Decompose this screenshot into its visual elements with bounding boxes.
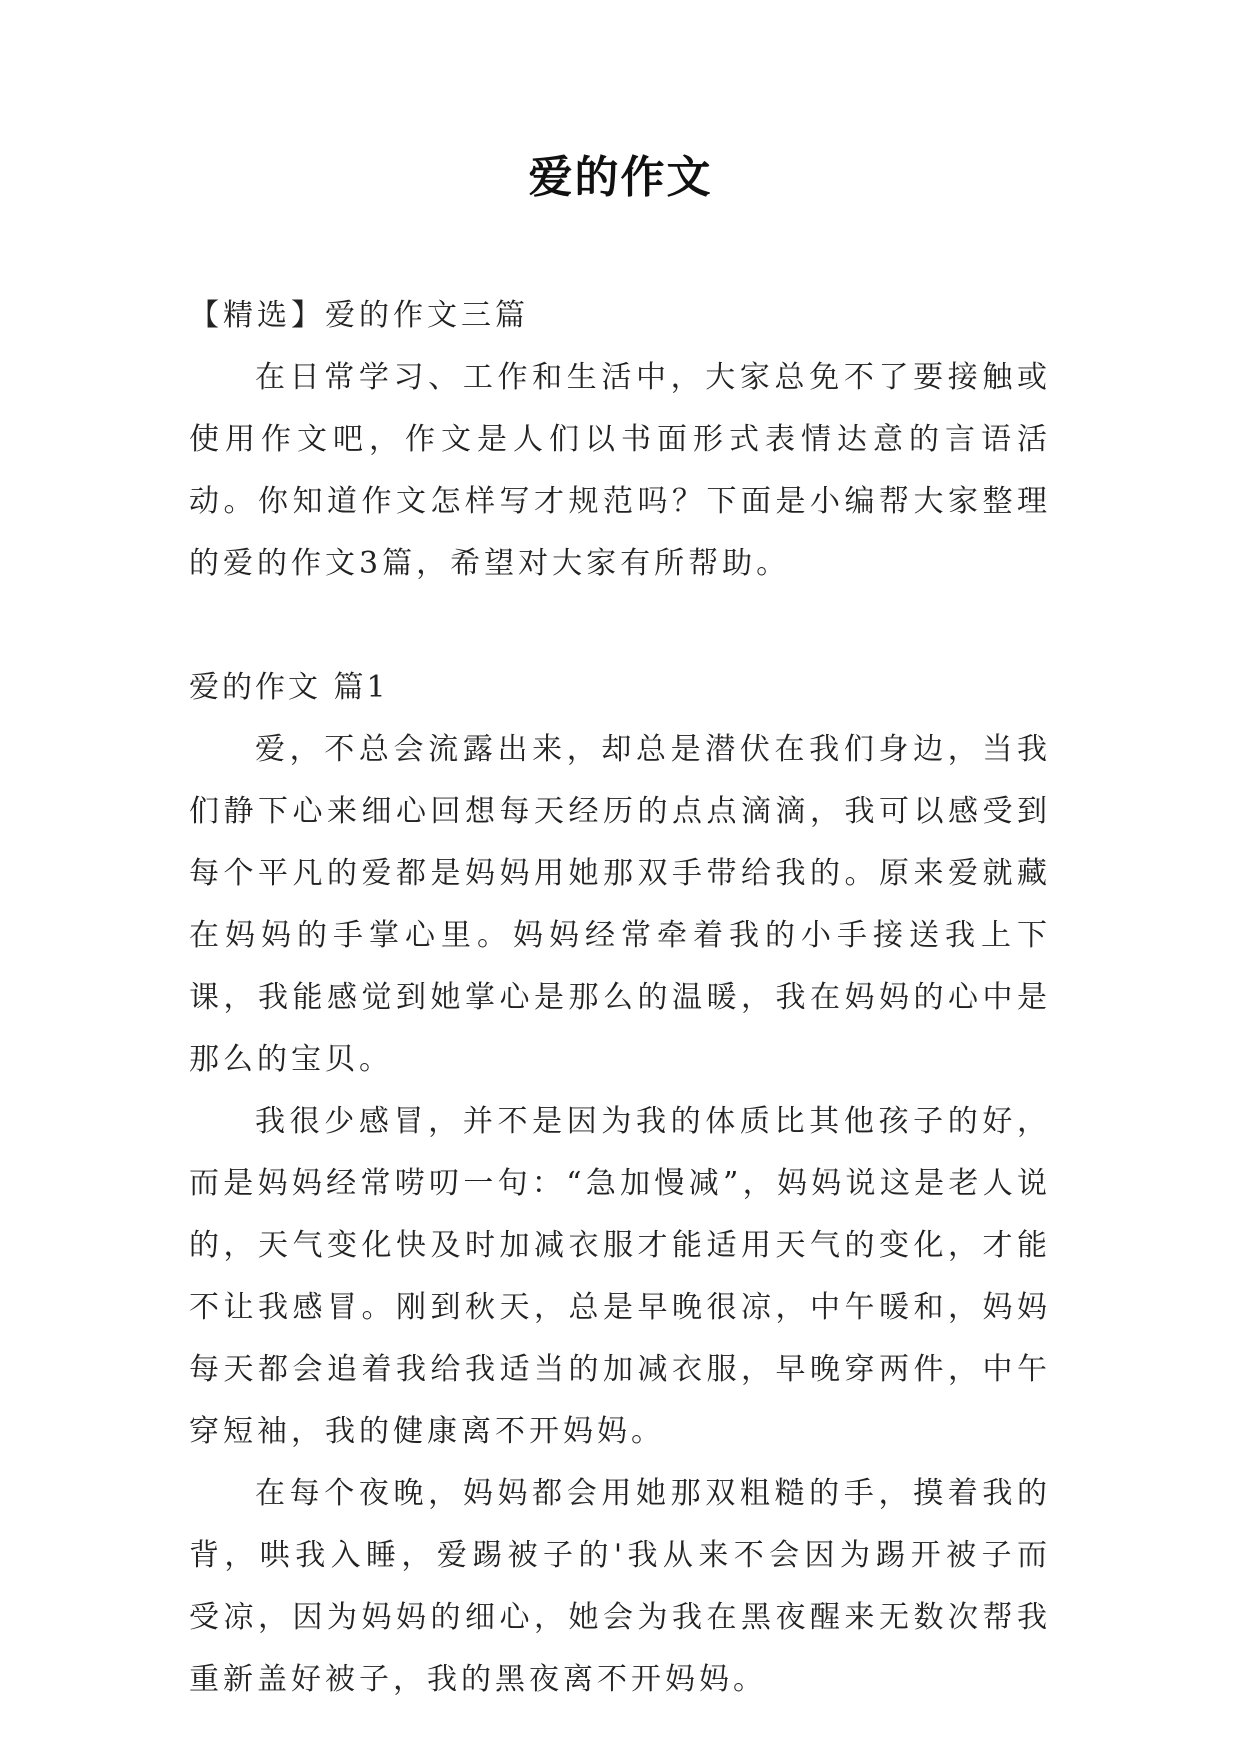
body-paragraph: 在每个夜晚，妈妈都会用她那双粗糙的手，摸着我的背，哄我入睡，爱踢被子的'我从来不会因为踢开被子而受凉，因为妈妈的细心，她会为我在黑夜醒来无数次帮我重新盖好被子，我的黑夜离不开妈妈。 <box>189 1476 1051 1697</box>
body-paragraph: 爱，不总会流露出来，却总是潜伏在我们身边，当我们静下心来细心回想每天经历的点点滴滴，我可以感受到每个平凡的爱都是妈妈用她那双手带给我的。原来爱就藏在妈妈的手掌心里。妈妈经常牵着我的小手接送我上下课，我能感觉到她掌心是那么的温暖，我在妈妈的心中是那么的宝贝。 <box>189 732 1051 1077</box>
intro-paragraph: 在日常学习、工作和生活中，大家总免不了要接触或使用作文吧，作文是人们以书面形式表情达意的言语活动。你知道作文怎样写才规范吗？下面是小编帮大家整理的爱的作文3篇，希望对大家有所帮助。 <box>189 360 1051 581</box>
document-body <box>189 285 1051 1711</box>
section-heading: 爱的作文 篇1 <box>189 670 389 705</box>
section-spacer <box>189 595 1051 657</box>
body-paragraph: 我很少感冒，并不是因为我的体质比其他孩子的好，而是妈妈经常唠叨一句：“急加慢减”，妈妈说这是老人说的，天气变化快及时加减衣服才能适用天气的变化，才能不让我感冒。刚到秋天，总是早晚很凉，中午暖和，妈妈每天都会追着我给我适当的加减衣服，早晚穿两件，中午穿短袖，我的健康离不开妈妈。 <box>189 1104 1051 1449</box>
document-title: 爱的作文 <box>528 152 713 203</box>
document-subtitle: 【精选】爱的作文三篇 <box>189 298 529 333</box>
